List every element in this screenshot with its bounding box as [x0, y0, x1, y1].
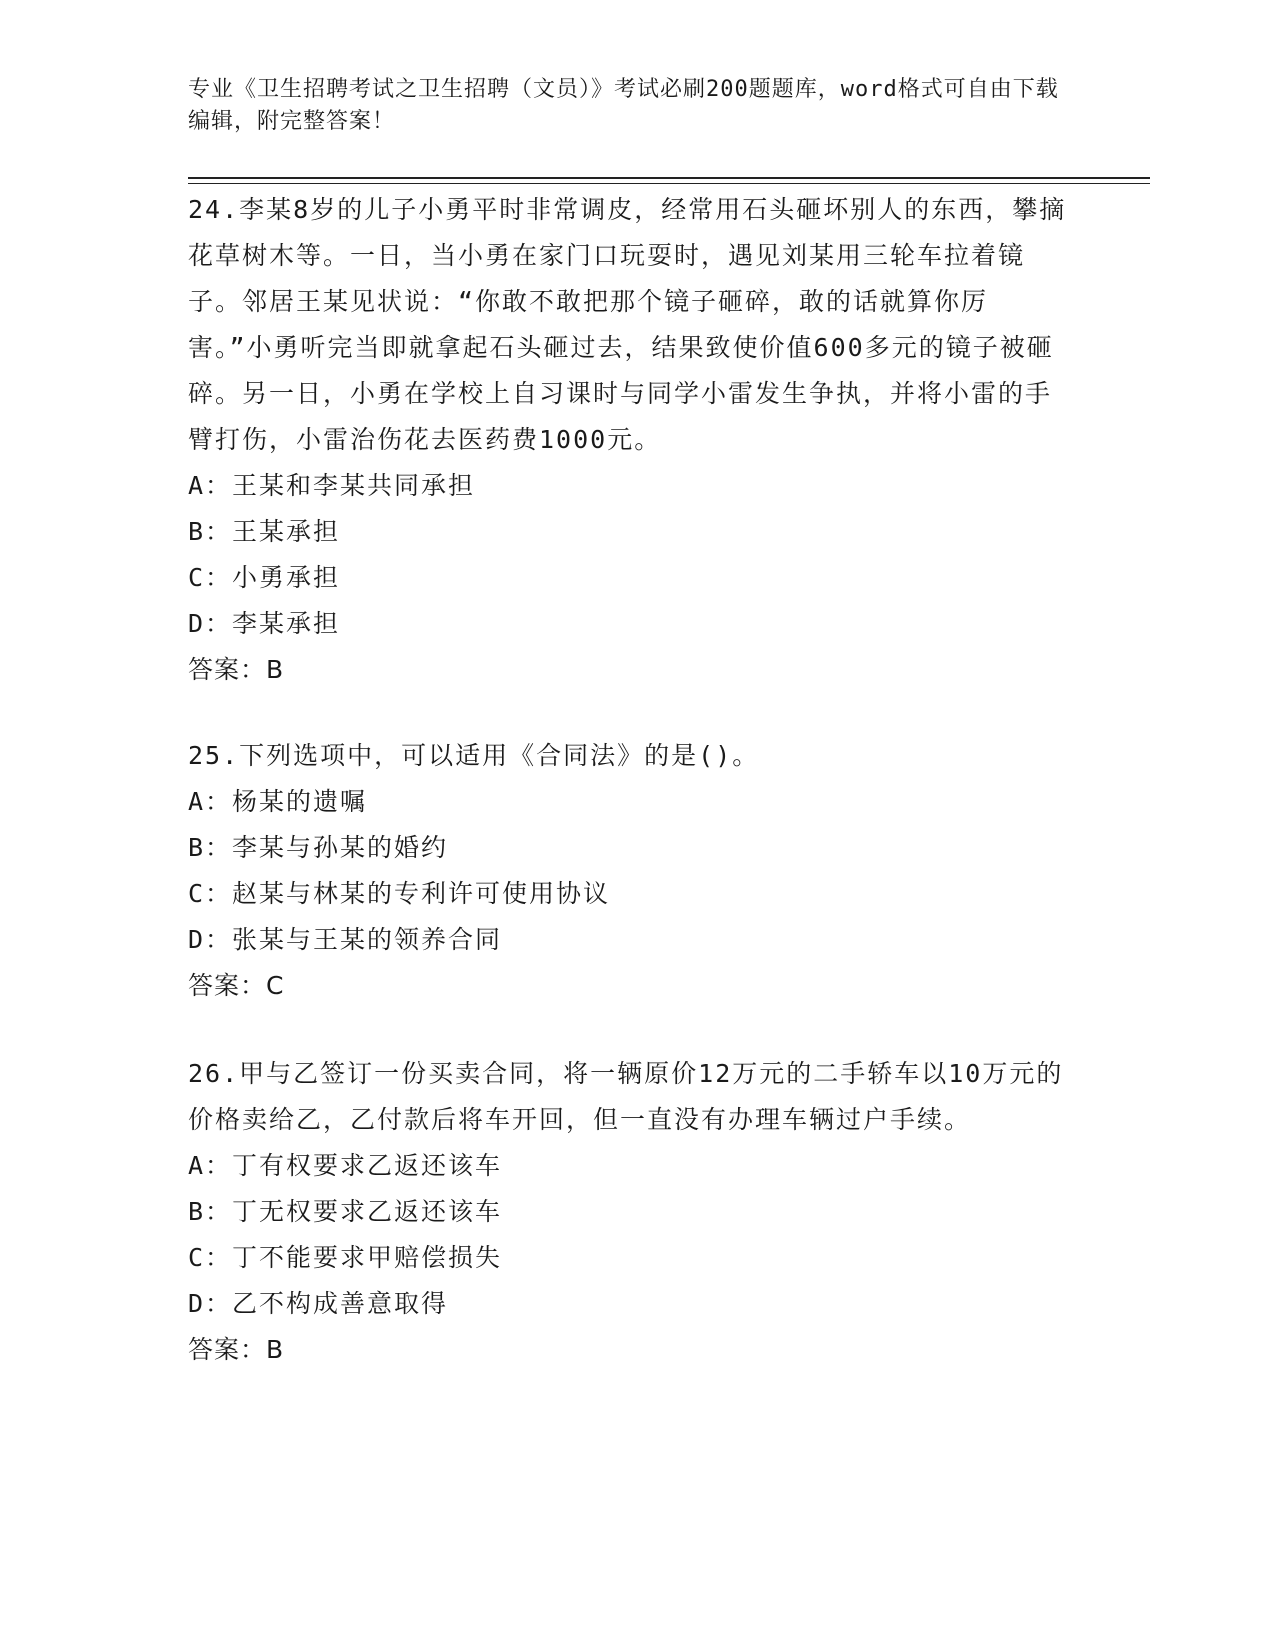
- question-stem: 26.甲与乙签订一份买卖合同，将一辆原价12万元的二手轿车以10万元的价格卖给乙，乙付款后将车开回，但一直没有办理车辆过户手续。: [188, 1059, 1064, 1134]
- option-c: C：赵某与林某的专利许可使用协议: [188, 879, 611, 908]
- answer-label: 答案：B: [188, 1335, 285, 1364]
- answer-label: 答案：B: [188, 655, 285, 684]
- option-a: A：丁有权要求乙返还该车: [188, 1151, 503, 1180]
- header-text: 专业《卫生招聘考试之卫生招聘（文员）》考试必刷200题题库，word格式可自由下载编辑，附完整答案！: [188, 77, 1059, 134]
- question-stem: 25.下列选项中，可以适用《合同法》的是()。: [188, 741, 760, 770]
- option-b: B：李某与孙某的婚约: [188, 833, 449, 862]
- option-d: D：张某与王某的领养合同: [188, 925, 503, 954]
- document-header: [188, 74, 1068, 138]
- header-divider-thin: [188, 183, 1150, 184]
- option-c: C：丁不能要求甲赔偿损失: [188, 1243, 503, 1272]
- option-d: D：李某承担: [188, 609, 341, 638]
- question-block: [188, 1051, 1068, 1373]
- option-a: A：王某和李某共同承担: [188, 471, 476, 500]
- answer-label: 答案：C: [188, 971, 285, 1000]
- option-d: D：乙不构成善意取得: [188, 1289, 449, 1318]
- question-block: [188, 187, 1068, 693]
- option-b: B：王某承担: [188, 517, 341, 546]
- option-a: A：杨某的遗嘱: [188, 787, 368, 816]
- option-b: B：丁无权要求乙返还该车: [188, 1197, 503, 1226]
- question-block: [188, 733, 1068, 1009]
- question-stem: 24.李某8岁的儿子小勇平时非常调皮，经常用石头砸坏别人的东西，攀摘花草树木等。一日，当小勇在家门口玩耍时，遇见刘某用三轮车拉着镜子。邻居王某见状说：“你敢不敢把那个镜子砸碎，敢的话就算你厉害。”小勇听完当即就拿起石头砸过去，结果致使价值600多元的镜子被砸碎。另一日，小勇在学校上自习课时与同学小雷发生争执，并将小雷的手臂打伤，小雷治伤花去医药费1000元。: [188, 195, 1067, 454]
- option-c: C：小勇承担: [188, 563, 341, 592]
- header-divider-thick: [188, 177, 1150, 179]
